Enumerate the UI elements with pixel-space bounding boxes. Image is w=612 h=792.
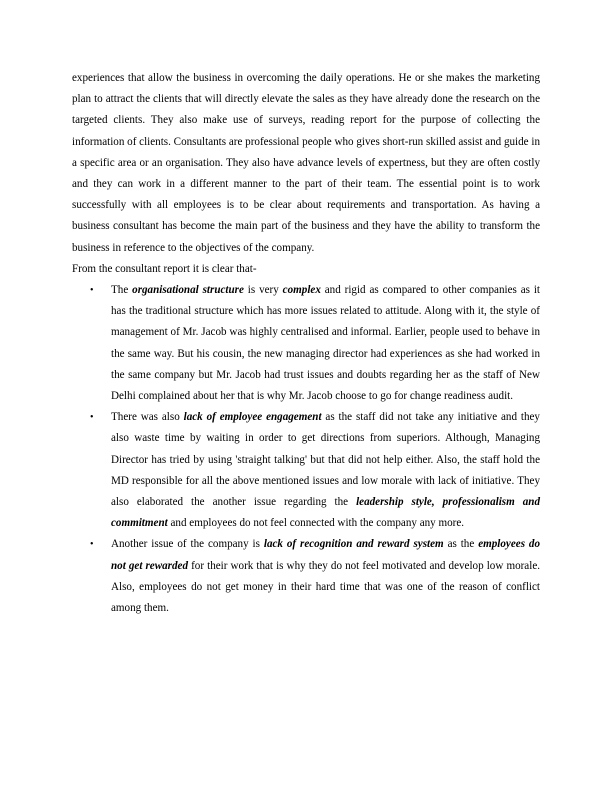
bullet-emphasis: complex xyxy=(282,284,321,297)
bullet-segment: and employees do not feel connected with the company any more. xyxy=(167,517,465,530)
bullet-segment: The xyxy=(111,284,133,297)
bullet-segment: There was also xyxy=(111,411,184,424)
bullet-segment: and rigid as compared to other companies as it has the traditional structure which has more issues related to attitude. Along with it, the style of management of Mr. Jacob was highly centralised and informal. Earlier, people used to behave in the same way. But his cousin, the new managing director had experiences as she had worked in the same company but Mr. Jacob had trust issues and doubts regarding her as the staff of New Delhi complained about her that is why Mr. Jacob choose to go for change readiness audit. xyxy=(111,284,540,403)
bullet-icon: • xyxy=(90,412,94,424)
bullet-emphasis: lack of employee engagement xyxy=(183,411,322,424)
bullet-segment: Another issue of the company is xyxy=(111,538,264,551)
bullet-icon: • xyxy=(90,285,94,297)
bullet-segment: as the xyxy=(443,538,479,551)
bullet-segment: is very xyxy=(243,284,283,297)
bullet-emphasis: lack of recognition and reward system xyxy=(263,538,444,551)
intro-paragraph: experiences that allow the business in overcoming the daily operations. He or she makes the marketing plan to attract the clients that will directly elevate the sales as they have already done the research on the targeted clients. They also make use of surveys, reading report for the purpose of collecting the information of clients. Consultants are professional people who gives short-run skilled assist and guide in a specific area or an organisation. They also have advance levels of expertness, but they are often costly and they can work in a different manner to the part of their team. The essential point is to work successfully with all employees is to be clear about requirements and transportation. As having a business consultant has become the main part of the business and they have the ability to transform the business in reference to the objectives of the company. xyxy=(72,72,541,254)
bullet-emphasis: leadership style, professionalism and commitment xyxy=(111,496,540,530)
bullet-emphasis: organisational structure xyxy=(132,284,244,297)
bullet-segment: as the staff did not take any initiative and they also waste time by waiting in order to get directions from superiors. Although, Managing Director has tried by using 'straight talking' but that did not help either. Also, the staff hold the MD responsible for all the above mentioned issues and low morale with lack of initiative. They also elaborated the another issue regarding the xyxy=(111,411,540,509)
document-page xyxy=(72,68,540,619)
bullet-icon: • xyxy=(90,539,94,551)
bullet-list xyxy=(72,280,540,619)
bullet-item xyxy=(72,534,540,619)
bullet-emphasis: employees do not get rewarded xyxy=(111,538,541,572)
bullet-item xyxy=(72,407,540,534)
lead-line: From the consultant report it is clear that- xyxy=(72,262,257,275)
bullet-item xyxy=(72,280,540,407)
bullet-segment: for their work that is why they do not feel motivated and develop low morale. Also, employees do not get money in their hard time that was one of the reason of conflict among them. xyxy=(111,559,541,615)
